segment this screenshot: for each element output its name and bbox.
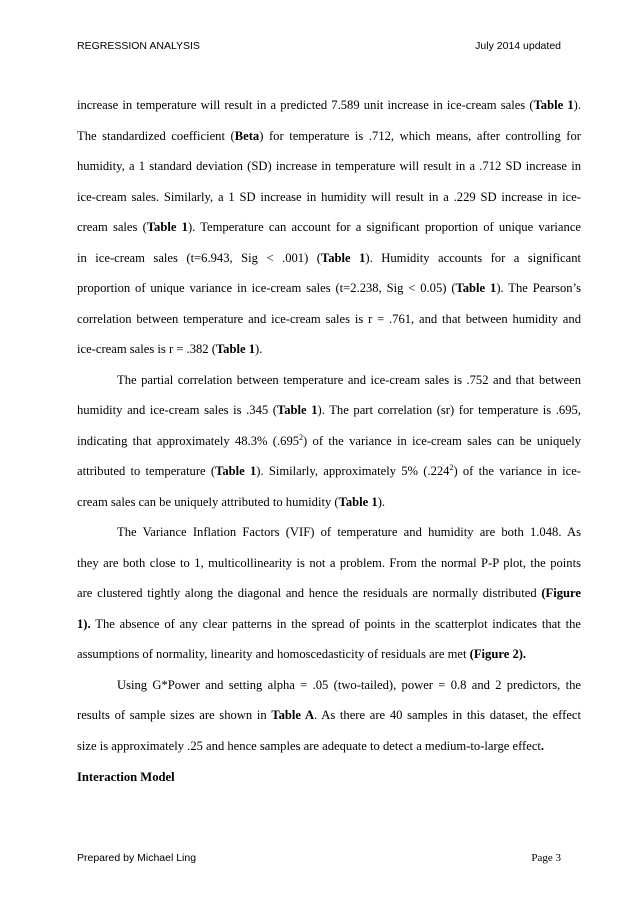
text-line: The standardized coefficient (Beta) for temperature is .712, which means, after controlling for [77,128,581,143]
text-line: cream sales can be uniquely attributed to humidity (Table 1). [77,494,386,509]
text-line: cream sales (Table 1). Temperature can account for a significant proportion of unique variance [77,220,581,234]
text-line: in ice-cream sales (t=6.943, Sig < .001) (Table 1). Humidity accounts for a significant [77,250,582,265]
text-line: ice-cream sales is r = .382 (Table 1). [77,342,263,356]
text-line: size is approximately .25 and hence samples are adequate to detect a medium-to-large effect. [77,738,545,753]
text-line: humidity and ice-cream sales is .345 (Table 1). The part correlation (sr) for temperature is .695, [77,403,581,417]
text-line: indicating that approximately 48.3% (.695$^2$) of the variance in ice-cream sales can be uniquely [77,432,581,448]
text-line: ice-cream sales. Similarly, a 1 SD increase in humidity will result in a .229 SD increase in ice- [77,189,581,204]
page-footer [77,852,561,864]
text-line: proportion of unique variance in ice-cream sales (t=2.238, Sig < 0.05) (Table 1). The Pearson’s [77,281,581,295]
page-number: Page 3 [531,852,561,864]
text-line: they are both close to 1, multicollinearity is not a problem. From the normal P-P plot, the points [77,555,581,570]
header-date: July 2014 updated [475,40,561,52]
text-line: assumptions of normality, linearity and homoscedasticity of residuals are met (Figure 2). [77,647,527,661]
text-line: 1). The absence of any clear patterns in the spread of points in the scatterplot indicates that the [77,616,581,631]
text-line: The partial correlation between temperature and ice-cream sales is .752 and that between [117,372,581,387]
text-line: correlation between temperature and ice-cream sales is r = .761, and that between humidity and [77,311,581,326]
text-line: Using G*Power and setting alpha = .05 (two-tailed), power = 0.8 and 2 predictors, the [117,677,581,692]
header-title: REGRESSION ANALYSIS [77,40,200,52]
text-line: humidity, a 1 standard deviation (SD) increase in temperature will result in a .712 SD increase in [77,159,581,173]
text-line: increase in temperature will result in a predicted 7.589 unit increase in ice-cream sales (Table 1). [77,98,581,112]
text-line: are clustered tightly along the diagonal and hence the residuals are normally distributed (Figure [77,586,581,600]
text-line: The Variance Inflation Factors (VIF) of temperature and humidity are both 1.048. As [117,525,581,539]
text-line: attributed to temperature (Table 1). Similarly, approximately 5% (.224$^2$) of the variance in ice- [77,463,581,478]
body-text [77,90,581,761]
footer-author: Prepared by Michael Ling [77,852,197,864]
text-line: results of sample sizes are shown in Table A. As there are 40 samples in this dataset, the effect [77,708,582,722]
section-heading: Interaction Model [77,770,175,784]
page-header [77,40,561,52]
